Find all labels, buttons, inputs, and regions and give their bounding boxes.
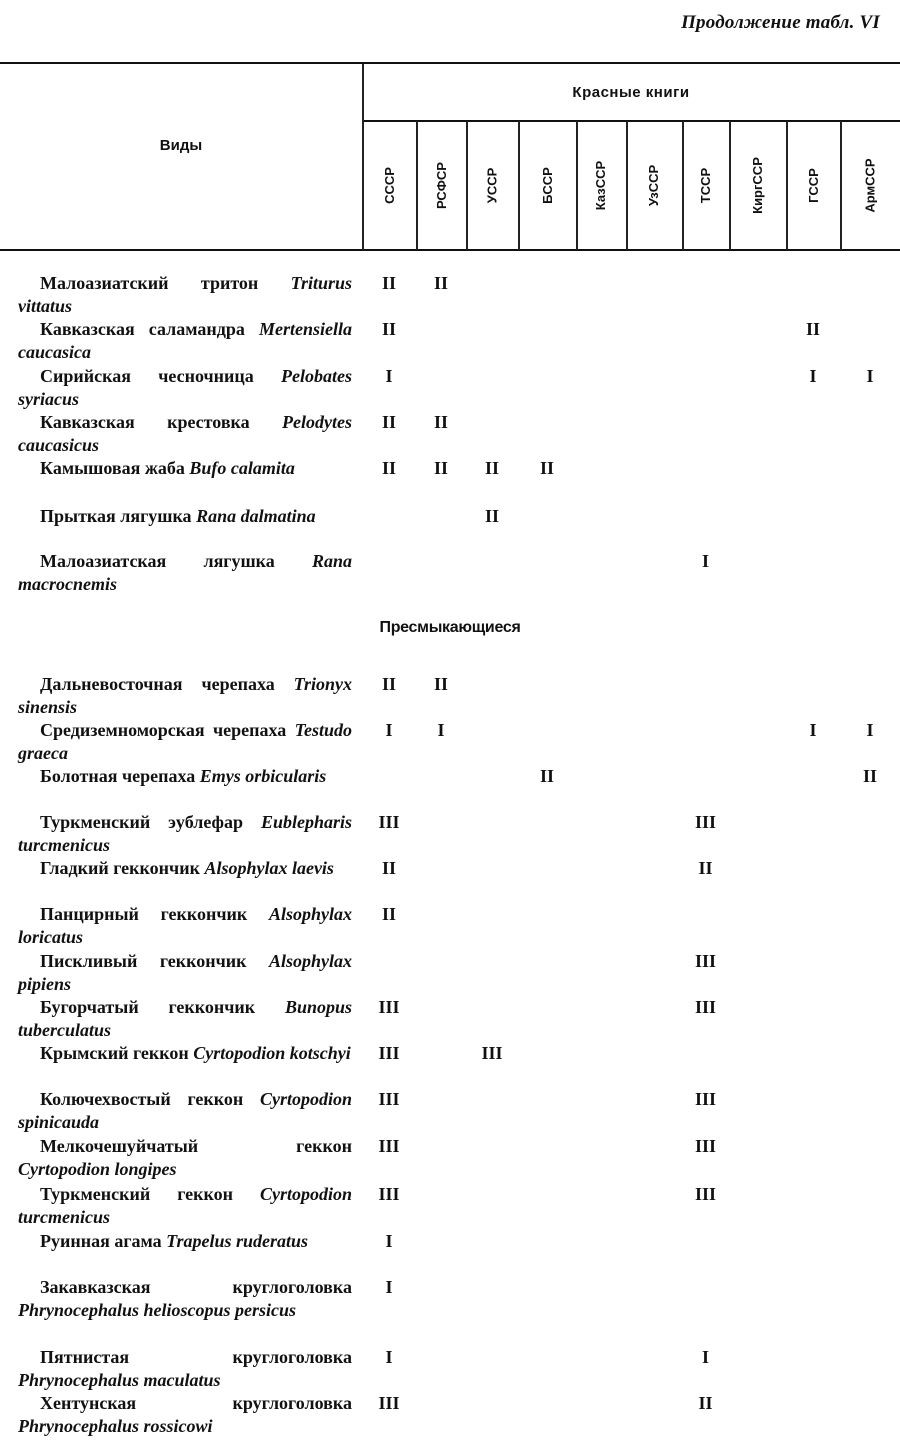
species-russian-name: Мелкочешуйчатый геккон — [40, 1136, 352, 1156]
species-russian-name: Средиземноморская черепаха — [40, 720, 287, 740]
status-cell: II — [433, 412, 448, 432]
species-name — [18, 1276, 352, 1322]
species-russian-name: Пятнистая круглоголовка — [40, 1347, 352, 1367]
status-cell: I — [866, 720, 874, 740]
species-latin-name: Cyrtopodion longipes — [18, 1159, 177, 1179]
status-cell: III — [694, 812, 716, 832]
species-latin-name: Trapelus ruderatus — [166, 1231, 309, 1251]
status-cell: II — [539, 458, 554, 478]
species-latin-name: Alsophylax loricatus — [18, 904, 352, 947]
status-cell: I — [385, 366, 393, 386]
species-name — [18, 1346, 352, 1392]
status-cell: I — [866, 366, 874, 386]
species-latin-name: Phrynocephalus rossicowi — [18, 1416, 213, 1436]
species-latin-name: Pelodytes caucasicus — [18, 412, 353, 455]
column-header-label: БССР — [539, 167, 555, 204]
status-cell: II — [433, 674, 448, 694]
status-cell: II — [381, 904, 396, 924]
status-cell: II — [433, 273, 448, 293]
species-name — [18, 765, 352, 788]
species-russian-name: Болотная черепаха — [40, 766, 196, 786]
species-name — [18, 1230, 352, 1253]
status-cell: II — [381, 319, 396, 339]
species-latin-name: Emys orbicularis — [199, 766, 327, 786]
status-cell: II — [381, 458, 396, 478]
species-name — [18, 1135, 352, 1181]
species-name — [18, 950, 352, 996]
column-header-label: УССР — [484, 167, 500, 204]
status-cell: III — [694, 1184, 716, 1204]
status-cell: I — [385, 1277, 393, 1297]
species-name — [18, 1183, 352, 1229]
status-cell: III — [694, 1136, 716, 1156]
species-name — [18, 1042, 352, 1065]
species-name — [18, 318, 352, 364]
species-russian-name: Туркменский геккон — [40, 1184, 233, 1204]
status-cell: III — [694, 997, 716, 1017]
species-russian-name: Гладкий геккончик — [40, 858, 200, 878]
species-name — [18, 719, 352, 765]
column-header-label: УзССР — [646, 164, 662, 207]
status-cell: II — [381, 674, 396, 694]
status-cell: III — [378, 1089, 400, 1109]
species-name — [18, 411, 352, 457]
status-cell: III — [378, 1136, 400, 1156]
column-header — [466, 121, 518, 250]
species-name — [18, 673, 352, 719]
species-latin-name: Trionyx sinensis — [18, 674, 352, 717]
species-latin-name: Phrynocephalus helioscopus persicus — [18, 1300, 297, 1320]
species-latin-name: Alsophylax laevis — [204, 858, 334, 878]
column-header — [682, 121, 729, 250]
species-russian-name: Колючехвостый геккон — [40, 1089, 244, 1109]
status-cell: II — [381, 412, 396, 432]
species-name — [18, 457, 352, 480]
species-latin-name: Bunopus tuberculatus — [18, 997, 352, 1040]
species-russian-name: Руинная агама — [40, 1231, 162, 1251]
column-header-label: ТССР — [697, 167, 713, 204]
status-cell: I — [385, 720, 393, 740]
species-name — [18, 505, 352, 528]
species-name — [18, 272, 352, 318]
status-cell: II — [862, 766, 877, 786]
species-name — [18, 1088, 352, 1134]
status-cell: II — [433, 458, 448, 478]
status-cell: III — [378, 997, 400, 1017]
status-cell: I — [385, 1347, 393, 1367]
species-latin-name: Pelobates syriacus — [18, 366, 353, 409]
column-header — [518, 121, 576, 250]
status-cell: II — [381, 858, 396, 878]
status-cell: II — [698, 1393, 713, 1413]
species-russian-name: Кавказская крестовка — [40, 412, 250, 432]
column-header-label: АрмССР — [862, 158, 878, 213]
species-russian-name: Туркменский эублефар — [40, 812, 244, 832]
status-cell: I — [809, 366, 817, 386]
column-header — [362, 121, 416, 250]
status-cell: II — [698, 858, 713, 878]
species-russian-name: Закавказская круглоголовка — [40, 1277, 352, 1297]
table-caption: Продолжение табл. VI — [681, 12, 880, 33]
species-latin-name: Testudo graeca — [18, 720, 352, 763]
species-russian-name: Пискливый геккончик — [40, 951, 247, 971]
status-cell: III — [378, 812, 400, 832]
header-species: Виды — [159, 136, 203, 154]
status-cell: III — [378, 1043, 400, 1063]
species-name — [18, 996, 352, 1042]
status-cell: I — [701, 551, 709, 571]
species-name — [18, 365, 352, 411]
species-name — [18, 903, 352, 949]
status-cell: II — [805, 319, 820, 339]
species-latin-name: Cyrtopodion kotschyi — [193, 1043, 351, 1063]
column-header-label: ГССР — [805, 168, 821, 203]
status-cell: III — [694, 1089, 716, 1109]
column-header-label: КазССР — [593, 160, 609, 211]
column-header-label: СССР — [381, 167, 397, 204]
status-cell: III — [378, 1393, 400, 1413]
species-name — [18, 857, 352, 880]
species-russian-name: Дальневосточная черепаха — [40, 674, 275, 694]
status-cell: III — [378, 1184, 400, 1204]
species-name — [18, 550, 352, 596]
species-russian-name: Сирийская чесночница — [40, 366, 254, 386]
species-latin-name: Phrynocephalus maculatus — [18, 1370, 221, 1390]
species-russian-name: Кавказская саламандра — [40, 319, 245, 339]
status-cell: II — [381, 273, 396, 293]
species-russian-name: Малоазиатская лягушка — [40, 551, 275, 571]
status-cell: I — [809, 720, 817, 740]
column-header — [416, 121, 466, 250]
status-cell: I — [701, 1347, 709, 1367]
species-latin-name: Cyrtopodion spinicauda — [18, 1089, 352, 1132]
species-name — [18, 1392, 352, 1438]
status-cell: I — [437, 720, 445, 740]
species-russian-name: Панцирный геккончик — [40, 904, 248, 924]
section-title: Пресмыкающиеся — [379, 619, 521, 636]
column-header-label: КиргССР — [749, 157, 765, 214]
header-red-books: Красные книги — [572, 83, 690, 101]
species-name — [18, 811, 352, 857]
species-russian-name: Малоазиатский тритон — [40, 273, 259, 293]
species-latin-name: Bufo calamita — [189, 458, 295, 478]
status-cell: II — [484, 458, 499, 478]
species-latin-name: Eublepharis turcmenicus — [18, 812, 352, 855]
column-header — [840, 121, 900, 250]
species-russian-name: Бугорчатый геккончик — [40, 997, 256, 1017]
species-russian-name: Хентунская круглоголовка — [40, 1393, 352, 1413]
column-header — [786, 121, 840, 250]
species-russian-name: Прыткая лягушка — [40, 506, 192, 526]
column-header-label: РСФСР — [433, 162, 449, 209]
species-russian-name: Камышовая жаба — [40, 458, 185, 478]
status-cell: II — [484, 506, 499, 526]
status-cell: II — [539, 766, 554, 786]
species-russian-name: Крымский геккон — [40, 1043, 189, 1063]
status-cell: III — [694, 951, 716, 971]
species-latin-name: Alsophylax pipiens — [18, 951, 352, 994]
status-cell: I — [385, 1231, 393, 1251]
species-latin-name: Mertensiella caucasica — [18, 319, 352, 362]
column-header — [626, 121, 682, 250]
species-latin-name: Cyrtopodion turcmenicus — [18, 1184, 352, 1227]
status-cell: III — [481, 1043, 503, 1063]
column-header — [576, 121, 626, 250]
column-header — [729, 121, 786, 250]
species-latin-name: Triturus vittatus — [18, 273, 352, 316]
species-latin-name: Rana dalmatina — [196, 506, 316, 526]
species-latin-name: Rana macrocnemis — [18, 551, 353, 594]
